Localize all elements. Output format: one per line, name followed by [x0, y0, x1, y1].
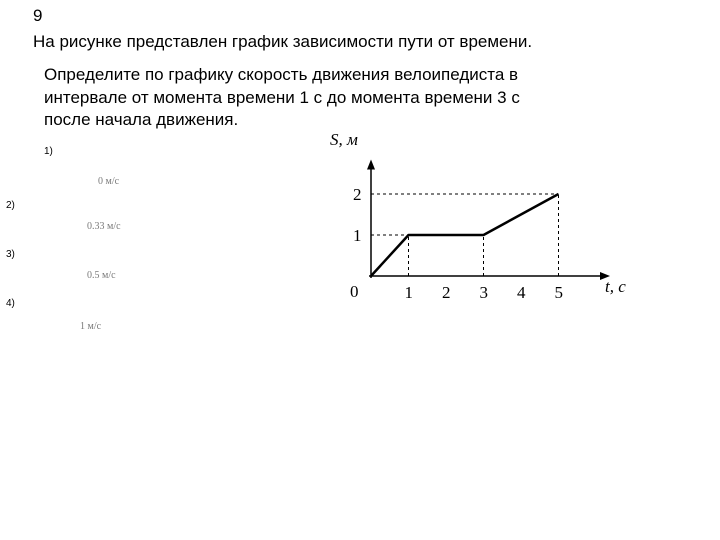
y-tick-label: 2 — [353, 185, 362, 204]
x-axis-label: t, c — [605, 277, 626, 296]
option-1-value[interactable]: 0 м/с — [98, 176, 120, 187]
option-3-number: 3) — [6, 249, 15, 260]
option-2-number: 2) — [6, 200, 15, 211]
x-tick-label: 2 — [442, 283, 451, 302]
x-tick-label: 5 — [554, 283, 563, 302]
x-tick-label: 1 — [404, 283, 413, 302]
tick-labels — [353, 185, 563, 302]
option-3-value[interactable]: 0.5 м/с — [87, 270, 116, 281]
option-4-value[interactable]: 1 м/с — [80, 321, 102, 332]
question-title: На рисунке представлен график зависимости пути от времени. — [33, 32, 533, 51]
distance-time-chart — [325, 125, 655, 315]
option-4-number: 4) — [6, 298, 15, 309]
axes — [367, 160, 610, 281]
x-tick-label: 3 — [479, 283, 488, 302]
option-1-number: 1) — [44, 146, 53, 157]
series-layer — [371, 194, 559, 276]
y-axis-label: S, м — [330, 130, 358, 149]
question-body — [44, 64, 584, 132]
y-tick-label: 1 — [353, 226, 362, 245]
y-axis-arrow — [367, 160, 375, 170]
question-line: интервале от момента времени 1 с до момента времени 3 с — [44, 87, 520, 107]
option-2-value[interactable]: 0.33 м/с — [87, 221, 121, 232]
question-line: после начала движения. — [44, 110, 239, 129]
distance-line — [371, 194, 559, 276]
x-tick-label: 4 — [517, 283, 526, 302]
origin-label: 0 — [350, 282, 359, 301]
question-number: 9 — [33, 6, 43, 25]
question-line: Определите по графику скорость движения велоипедиста в — [44, 65, 519, 84]
